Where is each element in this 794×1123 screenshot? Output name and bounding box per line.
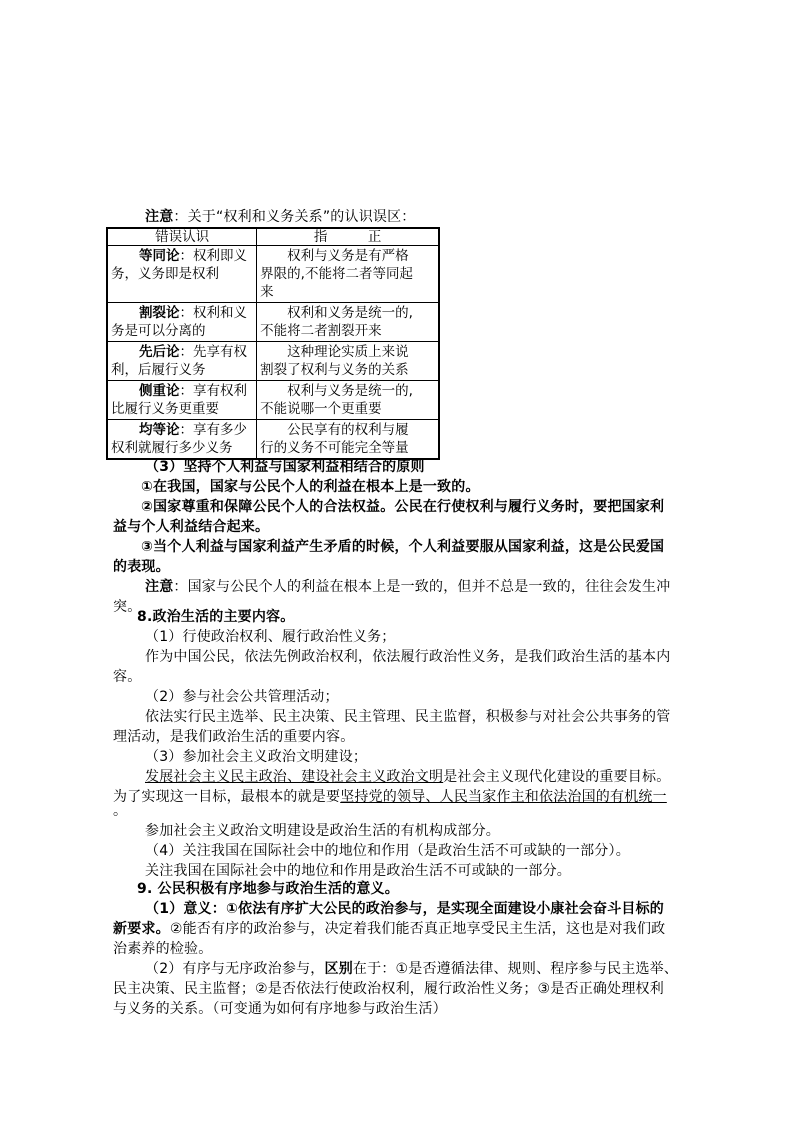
table-row — [107, 381, 439, 420]
table-row — [107, 342, 439, 381]
label: （1）意义： — [145, 901, 226, 917]
misconception-table — [106, 227, 440, 460]
header-correction: 指 正 — [257, 228, 439, 246]
underlined-phrase: 发展社会主义民主政治、建设社会主义政治文明 — [145, 769, 444, 785]
correction-line: 不能说哪一个更重要 — [260, 401, 382, 417]
term: 割裂论 — [139, 305, 180, 321]
paragraph-line — [145, 959, 678, 979]
wrong-view-cell — [107, 342, 257, 381]
phrase: ②能否有序的政治参与，决定着我们能否真正地享受民主生活，这也是对我们政 — [169, 921, 666, 937]
paragraph-line: （4）关注我国在国际社会中的地位和作用（是政治生活不可或缺的一部分）。 — [145, 843, 630, 859]
paragraph-line: （2）参与社会公共管理活动； — [145, 689, 339, 705]
paragraph-line — [113, 787, 667, 807]
term: 均等论 — [139, 422, 180, 438]
correction-line: 权利与义务是有严格 — [260, 248, 409, 264]
correction-line: 权利与义务是统一的, — [260, 383, 413, 399]
paragraph-line — [145, 899, 664, 919]
paragraph-line: ②国家尊重和保障公民个人的合法权益。公民在行使权利与履行义务时，要把国家利 — [141, 499, 665, 515]
header-wrong-view: 错误认识 — [107, 228, 257, 246]
wrong-view-cell — [107, 420, 257, 460]
bold-phrase: 区别 — [324, 961, 353, 977]
correction-line: 来 — [260, 284, 274, 300]
correction-cell — [257, 381, 439, 420]
term-desc: ：权利即义 — [179, 248, 247, 264]
principle-heading: （3）坚持个人利益与国家利益相结合的原则 — [145, 459, 425, 475]
phrase: 是社会主义现代化建设的重要目标。 — [443, 769, 671, 785]
correction-cell — [257, 420, 439, 460]
paragraph-line — [145, 767, 670, 787]
paragraph-line: 作为中国公民，依法先例政治权利，依法履行政治性义务，是我们政治生活的基本内 — [145, 649, 671, 665]
paragraph-line: 依法实行民主选举、民主决策、民主管理、民主监督，积极参与对社会公共事务的管 — [145, 709, 671, 725]
note-label: 注意 — [145, 209, 174, 225]
note-text: ：关于“权利和义务关系”的认识误区： — [173, 209, 416, 225]
paragraph-line: 突。 — [113, 599, 142, 615]
term-desc: 务，义务即是权利 — [111, 266, 219, 282]
wrong-view-cell — [107, 381, 257, 420]
phrase: ①依法有序扩大公民的政治参与，是实现全面建设小康社会奋斗目标的 — [225, 901, 665, 917]
paragraph-line: 。 — [113, 803, 128, 819]
table-row — [107, 303, 439, 342]
term-desc: ：享有权利 — [179, 383, 247, 399]
phrase: 在于：①是否遵循法律、规则、程序参与民主选举、 — [352, 961, 679, 977]
paragraph-line: 参加社会主义政治文明建设是政治生活的有机构成部分。 — [145, 823, 500, 839]
correction-line: 行的义务不可能完全等量 — [260, 440, 409, 456]
correction-line: 割裂了权利与义务的关系 — [260, 362, 409, 378]
section-heading: 9. 公民积极有序地参与政治生活的意义。 — [137, 881, 399, 897]
term: 等同论 — [139, 248, 180, 264]
paragraph-line: 容。 — [113, 669, 142, 685]
table-row — [107, 420, 439, 460]
paragraph-line: （3）参加社会主义政治文明建设； — [145, 749, 368, 765]
paragraph-line: 益与个人利益结合起来。 — [113, 519, 270, 535]
correction-line: 不能将二者割裂开来 — [260, 323, 382, 339]
table-header-row — [107, 228, 439, 246]
phrase: ；②是否依法行使政治权利，履行政治性义务；③是否正确处理权利 — [240, 981, 664, 997]
phrase: 民主决策、民主监督 — [113, 981, 241, 997]
phrase: 新要求。 — [113, 921, 170, 937]
term-desc: ：享有多少 — [179, 422, 247, 438]
wrong-view-cell — [107, 303, 257, 342]
correction-cell — [257, 342, 439, 381]
term-desc: 利，后履行义务 — [111, 362, 206, 378]
paragraph-line: ①在我国，国家与公民个人的利益在根本上是一致的。 — [141, 479, 480, 495]
correction-cell — [257, 303, 439, 342]
term-desc: ：权利和义 — [179, 305, 247, 321]
paragraph-line — [145, 577, 670, 597]
note-text: ：国家与公民个人的利益在根本上是一致的，但并不总是一致的，往往会发生冲 — [173, 579, 671, 595]
paragraph-line: （1）行使政治权利、履行政治性义务； — [145, 629, 396, 645]
correction-cell — [257, 246, 439, 303]
correction-line: 界限的,不能将二者等同起 — [260, 266, 413, 282]
correction-line: 公民享有的权利与履 — [260, 422, 409, 438]
section-heading: 8.政治生活的主要内容。 — [137, 609, 295, 625]
term: 侧重论 — [139, 383, 180, 399]
paragraph-line: ③当个人利益与国家利益产生矛盾的时候，个人利益要服从国家利益，这是公民爱国 — [141, 539, 665, 555]
correction-line: 这种理论实质上来说 — [260, 344, 409, 360]
paragraph-line: 的表现。 — [113, 559, 170, 575]
note-label: 注意 — [145, 579, 174, 595]
paragraph-line: 治素养的检验。 — [113, 941, 213, 957]
wrong-view-cell — [107, 246, 257, 303]
term-desc: 务是可以分离的 — [111, 323, 206, 339]
paragraph-line: 关注我国在国际社会中的地位和作用是政治生活不可或缺的一部分。 — [145, 863, 571, 879]
phrase: 为了实现这一目标，最根本的就是要 — [113, 789, 341, 805]
note-heading — [145, 207, 416, 227]
paragraph-line — [113, 919, 665, 939]
paragraph-line: 理活动，是我们政治生活的重要内容。 — [113, 729, 355, 745]
paragraph-line — [113, 979, 664, 999]
table-row — [107, 246, 439, 303]
term-desc: 比履行义务更重要 — [111, 401, 219, 417]
underlined-phrase: 坚持党的领导、人民当家作主和依法治国的有机统一 — [340, 789, 667, 805]
phrase: （2）有序与无序政治参与， — [145, 961, 325, 977]
paragraph-line: 与义务的关系。（可变通为如何有序地参与政治生活） — [113, 1001, 447, 1017]
term-desc: 权利就履行多少义务 — [111, 440, 233, 456]
term-desc: ：先享有权 — [179, 344, 247, 360]
correction-line: 权利和义务是统一的, — [260, 305, 413, 321]
term: 先后论 — [139, 344, 180, 360]
